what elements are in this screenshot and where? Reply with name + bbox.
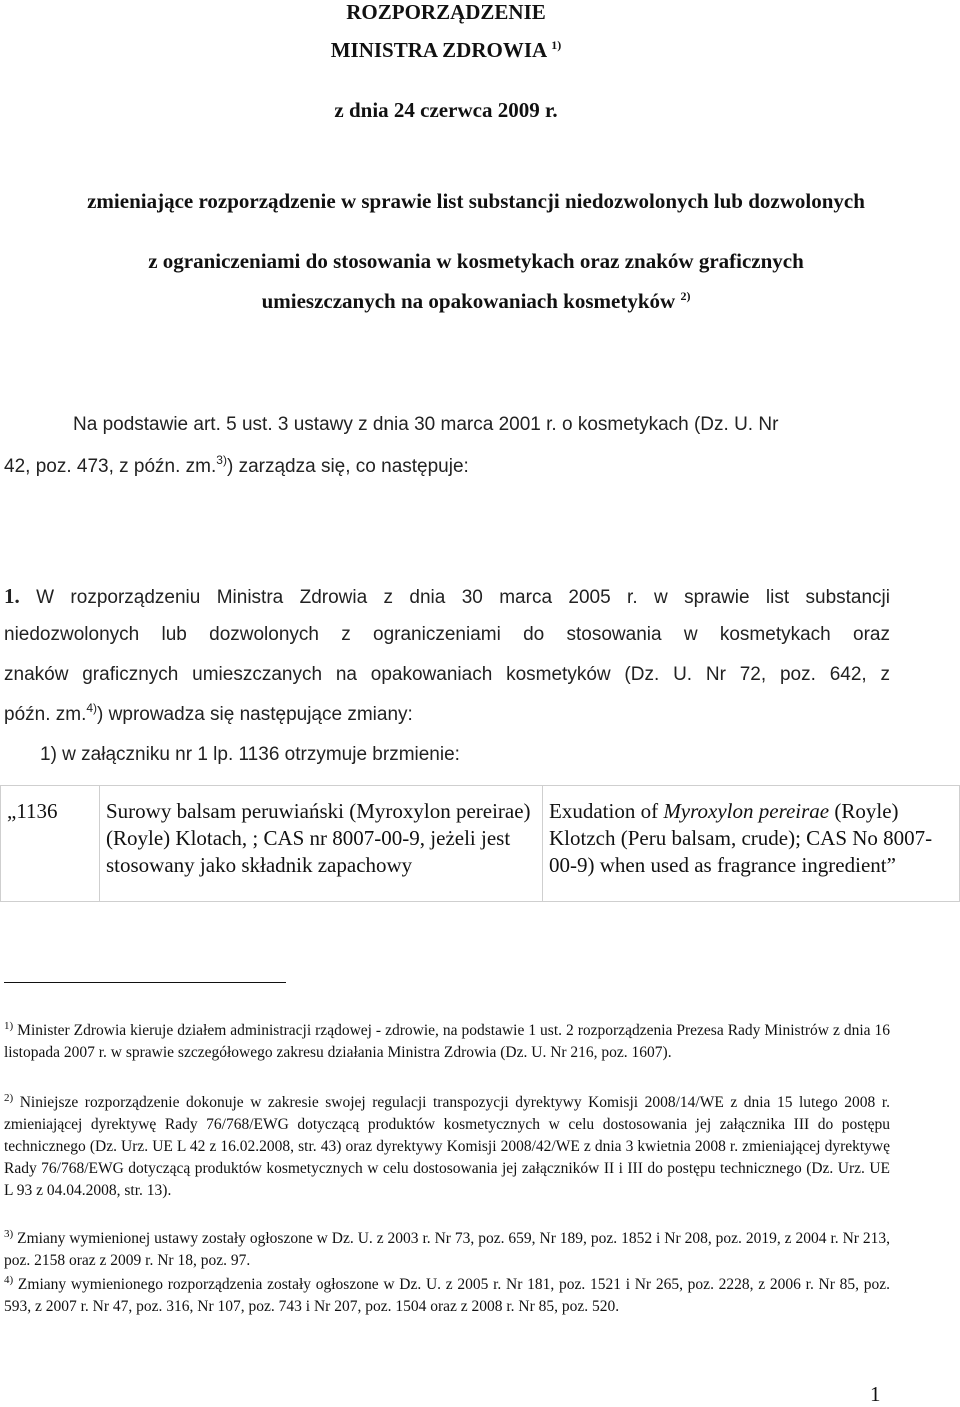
english-name-italic: Myroxylon pereirae xyxy=(663,799,830,823)
footnote-2-text: Niniejsze rozporządzenie dokonuje w zakresie swojej regulacji transpozycji dyrektywy Komisji 2008/14/WE z dnia 15 lutego 2008 r. zmieniającej dyrektywę Rady 76/768/EWG dotyczącą produktów kosmetycznych w celu dostosowania jej załącznika III do postępu technicznego (Dz. Urz. UE L 42 z 16.02.2008, str. 43) oraz dyrektywy Komisji 2008/42/WE z dnia 3 kwietnia 2008 r. zmieniającej dyrektywę Rady 76/768/EWG dotyczącą produktów kosmetycznych w celu dostosowania jej załączników II i III do postępu technicznego (Dz. Urz. UE L 93 z 04.04.2008, str. 13). xyxy=(4,1094,890,1199)
footnote-1 xyxy=(4,1020,890,1064)
preamble-line1: Na podstawie art. 5 ust. 3 ustawy z dnia 30 marca 2001 r. o kosmetykach (Dz. U. Nr xyxy=(73,414,779,435)
document-subject xyxy=(0,186,952,316)
amendment-table xyxy=(0,785,960,902)
entry-number: „1136 xyxy=(7,799,58,823)
section1-line4-a: późn. zm. xyxy=(4,704,87,725)
footnote-1-ref: 1) xyxy=(4,1020,14,1032)
footnote-ref-4[interactable]: 4) xyxy=(86,701,98,715)
footnote-4 xyxy=(4,1274,890,1318)
footnote-ref-2[interactable]: 2) xyxy=(680,289,691,303)
preamble-line2-a: 42, poz. 473, z późn. zm. xyxy=(4,456,217,477)
footnote-1-text: Minister Zdrowia kieruje działem administracji rządowej - zdrowie, na podstawie 1 ust. 2 rozporządzenia Prezesa Rady Ministrów z dnia 16 listopada 2007 r. w sprawie szczegółowego zakresu działania Ministra Zdrowia (Dz. U. Nr 216, poz. 1607). xyxy=(4,1022,891,1061)
footnote-2 xyxy=(4,1092,890,1202)
document-title-line1: ROZPORZĄDZENIE xyxy=(346,0,546,24)
footnote-3 xyxy=(4,1228,890,1272)
footnote-4-text: Zmiany wymienionego rozporządzenia zostały ogłoszone w Dz. U. z 2005 r. Nr 181, poz. 1521 i Nr 265, poz. 2228, z 2006 r. Nr 85, poz. 593, z 2007 r. Nr 47, poz. 316, Nr 107, poz. 743 i Nr 207, poz. 1504 oraz z 2008 r. Nr 85, poz. 520. xyxy=(4,1276,891,1315)
english-name-a: Exudation of xyxy=(549,799,664,823)
preamble-line2 xyxy=(4,453,469,478)
footnote-4-ref: 4) xyxy=(4,1274,14,1286)
section1-line4-b: ) wprowadza się następujące zmiany: xyxy=(97,704,413,725)
document-date: z dnia 24 czerwca 2009 r. xyxy=(334,98,558,122)
footnote-ref-1[interactable]: 1) xyxy=(551,38,562,52)
english-name-b: (Royle) Klotzch (Peru balsam, crude); CAS No 8007-00-9) when used as fragrance ingredient” xyxy=(549,799,933,877)
title-ministry: MINISTRA ZDROWIA xyxy=(330,38,547,62)
english-name-cell xyxy=(543,786,960,902)
polish-name-cell xyxy=(100,786,543,902)
footnote-2-ref: 2) xyxy=(4,1092,14,1104)
section1-line1-text: W rozporządzeniu Ministra Zdrowia z dnia 30 marca 2005 r. w sprawie list substancji xyxy=(36,587,890,608)
footnote-separator xyxy=(4,982,286,983)
entry-number-cell xyxy=(1,786,100,902)
page-number: 1 xyxy=(870,1382,881,1406)
footnote-ref-3[interactable]: 3) xyxy=(216,453,227,467)
table-row xyxy=(1,786,960,902)
section1-line4 xyxy=(4,701,413,726)
subject-line1: zmieniające rozporządzenie w sprawie list substancji niedozwolonych lub dozwolonych xyxy=(87,189,865,213)
section1-line3: znaków graficznych umieszczanych na opakowaniach kosmetyków (Dz. U. Nr 72, poz. 642, z xyxy=(4,664,890,685)
section1-line2: niedozwolonych lub dozwolonych z ograniczeniami do stosowania w kosmetykach oraz xyxy=(4,624,890,645)
subject-line2: z ograniczeniami do stosowania w kosmetykach oraz znaków graficznych xyxy=(148,249,804,273)
footnote-3-text: Zmiany wymienionej ustawy zostały ogłoszone w Dz. U. z 2003 r. Nr 73, poz. 659, Nr 189, poz. 1852 i Nr 208, poz. 2019, z 2004 r. Nr 213, poz. 2158 oraz z 2009 r. Nr 18, poz. 97. xyxy=(4,1230,890,1269)
subject-line3 xyxy=(0,286,952,316)
section1-line1 xyxy=(4,584,890,609)
polish-name: Surowy balsam peruwiański (Myroxylon pereirae) (Royle) Klotach, ; CAS nr 8007-00-9, jeżeli jest stosowany jako składnik zapachowy xyxy=(106,799,531,877)
footnote-3-ref: 3) xyxy=(4,1228,14,1240)
preamble-line2-b: ) zarządza się, co następuje: xyxy=(226,456,469,477)
section-number: 1. xyxy=(4,584,20,608)
subject-line3-text: umieszczanych na opakowaniach kosmetyków xyxy=(261,289,676,313)
amendment-item-1: 1) w załączniku nr 1 lp. 1136 otrzymuje brzmienie: xyxy=(40,744,460,765)
document-title-line2 xyxy=(0,38,892,63)
